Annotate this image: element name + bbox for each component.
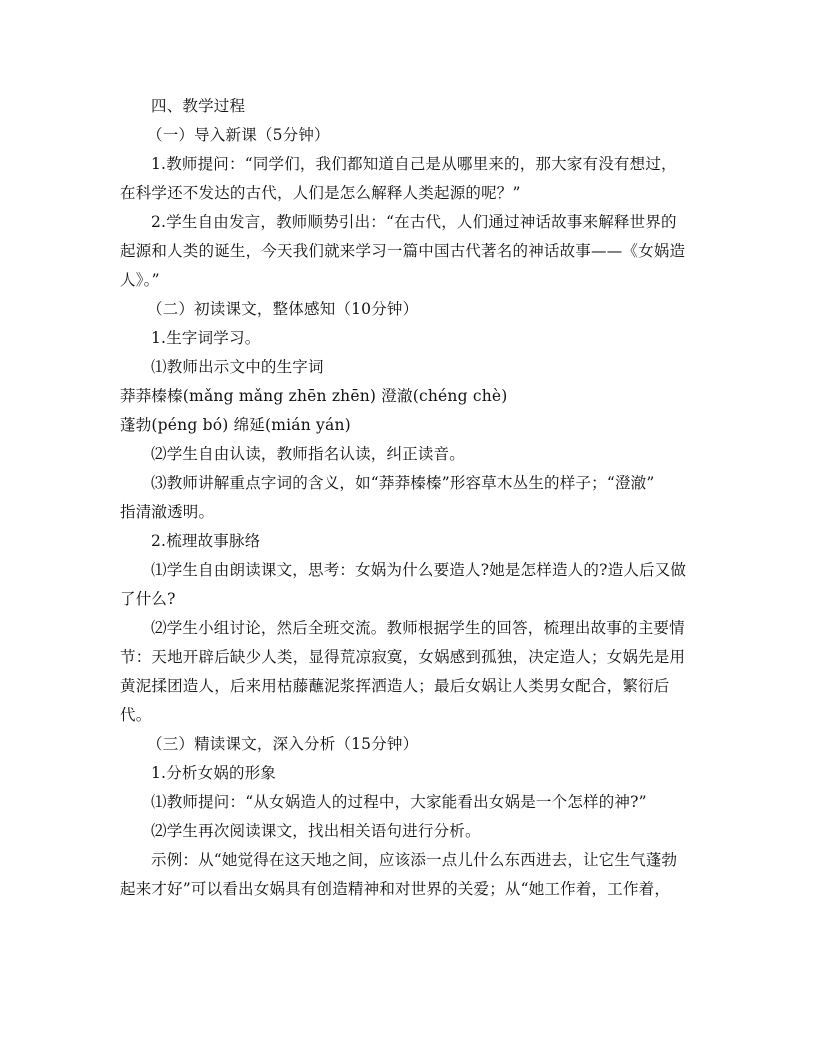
paragraph-line: ⑵学生自由认读，教师指名认读，纠正读音。 xyxy=(151,445,466,463)
paragraph-line: 1.分析女娲的形象 xyxy=(151,764,277,782)
paragraph-line: 1.教师提问：“同学们，我们都知道自己是从哪里来的，那大家有没有想过， xyxy=(151,155,677,173)
paragraph-line: 了什么? xyxy=(120,590,176,608)
paragraph-line: 2.学生自由发言，教师顺势引出：“在古代，人们通过神话故事来解释世界的 xyxy=(151,213,677,231)
paragraph-line: ⑴教师提问：“从女娲造人的过程中，大家能看出女娲是一个怎样的神?” xyxy=(151,793,647,811)
paragraph-line: 黄泥揉团造人，后来用枯藤蘸泥浆挥洒造人；最后女娲让人类男女配合，繁衍后 xyxy=(120,677,670,695)
paragraph-line: 人》。” xyxy=(120,271,160,289)
paragraph-line: 指清澈透明。 xyxy=(120,503,215,521)
vocabulary-line: 莽莽榛榛(mǎng mǎng zhēn zhēn) 澄澈(chéng chè) xyxy=(120,387,508,405)
paragraph-line: ⑵学生小组讨论，然后全班交流。教师根据学生的回答，梳理出故事的主要情 xyxy=(151,619,685,637)
paragraph-line: 代。 xyxy=(120,706,152,724)
paragraph-line: 起来才好”可以看出女娲具有创造精神和对世界的关爱；从“她工作着，工作着， xyxy=(120,880,671,898)
paragraph-line: ⑶教师讲解重点字词的含义，如“莽莽榛榛”形容草木丛生的样子；“澄澈” xyxy=(151,474,655,492)
subsection-heading-introduction: （一）导入新课（5分钟） xyxy=(147,126,330,144)
paragraph-line: ⑵学生再次阅读课文，找出相关语句进行分析。 xyxy=(151,822,481,840)
paragraph-line: ⑴学生自由朗读课文，思考：女娲为什么要造人?她是怎样造人的?造人后又做 xyxy=(151,561,687,579)
paragraph-line: 1.生字词学习。 xyxy=(151,329,261,347)
paragraph-line: ⑴教师出示文中的生字词 xyxy=(151,358,324,376)
paragraph-line: 2.梳理故事脉络 xyxy=(151,532,261,550)
paragraph-line: 起源和人类的诞生，今天我们就来学习一篇中国古代著名的神话故事——《女娲造 xyxy=(120,242,686,260)
section-heading-teaching-process: 四、教学过程 xyxy=(151,97,246,115)
paragraph-line: 在科学还不发达的古代，人们是怎么解释人类起源的呢？” xyxy=(120,184,521,202)
vocabulary-line: 蓬勃(péng bó) 绵延(mián yán) xyxy=(120,416,351,434)
subsection-heading-close-reading: （三）精读课文，深入分析（15分钟） xyxy=(147,735,419,753)
paragraph-line: 示例：从“她觉得在这天地之间，应该添一点儿什么东西进去，让它生气蓬勃 xyxy=(151,851,678,869)
document-body xyxy=(120,92,700,904)
paragraph-line: 节：天地开辟后缺少人类，显得荒凉寂寞，女娲感到孤独，决定造人；女娲先是用 xyxy=(120,648,686,666)
subsection-heading-first-reading: （二）初读课文，整体感知（10分钟） xyxy=(147,300,419,318)
